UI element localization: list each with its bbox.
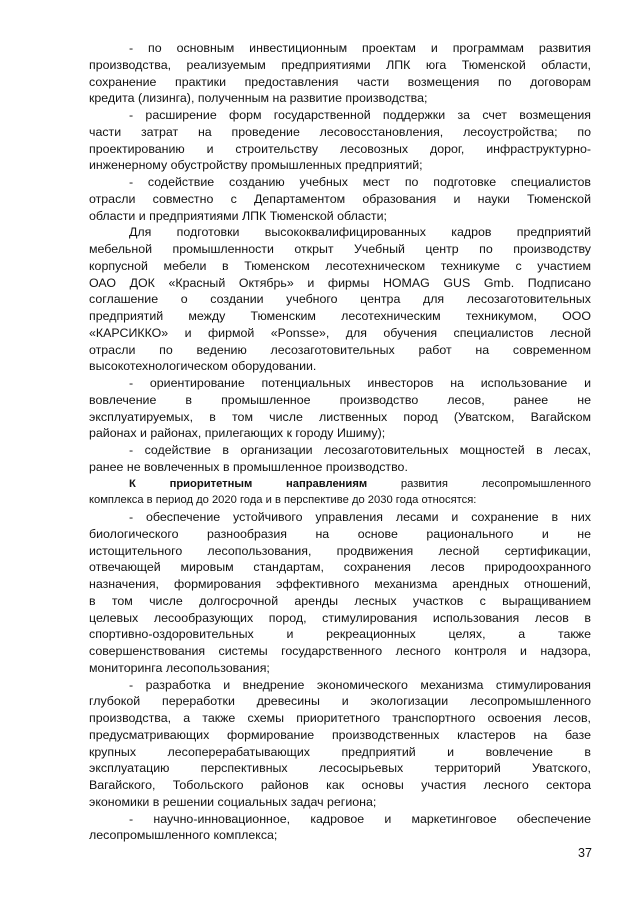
text-line: районах и районах, прилегающих к городу Ишиму); — [89, 426, 386, 441]
text-line: высокотехнологическом оборудовании. — [89, 359, 317, 374]
paragraph-innovation-support — [89, 811, 591, 845]
paragraph-logging-capacity — [89, 442, 591, 476]
text-line: спортивно-оздоровительных и рекреационных целях, а также — [89, 627, 591, 642]
text-line: - по основным инвестиционным проектам и программам развития — [129, 41, 591, 55]
paragraph-investor-orientation — [89, 375, 591, 442]
text-line: - научно-инновационное, кадровое и маркетинговое обеспечение — [129, 811, 591, 826]
text-line: кредита (лизинга), полученным на развитие производства; — [89, 91, 428, 106]
text-line: - ориентирование потенциальных инвесторов на использование и — [129, 376, 591, 390]
text-line: - разработка и внедрение экономического механизма стимулирования — [129, 677, 591, 692]
text-line — [89, 476, 591, 493]
text-line: мебельной промышленности открыт Учебный центр по производству — [89, 242, 591, 256]
text-line: эксплуатацию перспективных лесосырьевых территорий Уватского, — [89, 761, 591, 776]
text-line: назначения, формирования эффективного механизма арендных отношений, — [89, 577, 591, 591]
text-line: эксплуатируемых, в том числе лиственных пород (Уватском, Вагайском — [89, 409, 591, 424]
text-line: предприятий между Тюменским лесотехническим техникумом, ООО — [89, 309, 591, 323]
text-line: сохранение практики предоставления части возмещения по договорам — [89, 74, 591, 89]
document-page — [89, 40, 591, 844]
text-line: мониторинга лесопользования; — [89, 660, 270, 675]
text-line: предусматривающих формирование производственных кластеров на базе — [89, 727, 591, 742]
paragraph-priority-directions — [89, 476, 591, 510]
text-line: отрасли совместно с Департаментом образования и науки Тюменской — [89, 191, 591, 206]
text-line: биологического разнообразия на основе рационального и не — [89, 526, 591, 541]
text-line: истощительного лесопользования, продвижения лесной сертификации, — [89, 543, 591, 558]
page-number: 37 — [578, 846, 592, 860]
text-line: - содействие в организации лесозаготовительных мощностей в лесах, — [129, 443, 591, 457]
text-line: комплекса в период до 2020 года и в перспективе до 2030 года относятся: — [89, 494, 477, 507]
text-line: части затрат на проведение лесовосстановления, лесоустройства; по — [89, 124, 591, 139]
text-line: ОАО ДОК «Красный Октябрь» и фирмы HOMAG GUS Gmb. Подписано — [89, 275, 591, 290]
text-line: - обеспечение устойчивого управления лесами и сохранение в них — [129, 510, 591, 524]
text-line: крупных лесоперерабатывающих предприятий и вовлечение в — [89, 744, 591, 759]
priority-lead-heading: К приоритетным направлениям — [129, 477, 368, 490]
text-line: совершенствования системы государственного лесного контроля и надзора, — [89, 644, 591, 658]
text-line: лесопромышленного комплекса; — [89, 828, 278, 843]
text-line: производства, а также схемы приоритетного транспортного освоения лесов, — [89, 711, 591, 725]
text-line: корпусной мебели в Тюменском лесотехническом техникуме с участием — [89, 258, 591, 273]
text-line: - содействие созданию учебных мест по подготовке специалистов — [129, 175, 591, 189]
text-line: инженерному обустройству промышленных предприятий; — [89, 158, 423, 173]
text-line: вовлечение в промышленное производство лесов, ранее не — [89, 392, 591, 407]
paragraph-sustainable-management — [89, 509, 591, 677]
text-line: отвечающей мировым стандартам, сохранения лесов природоохранного — [89, 560, 591, 575]
text-line: - расширение форм государственной поддержки за счет возмещения — [129, 108, 591, 122]
text-fragment: развития лесопромышленного — [400, 477, 592, 490]
text-line: ранее не вовлеченных в промышленное производство. — [89, 459, 408, 474]
text-line: в том числе долгосрочной аренды лесных участков с выращиванием — [89, 593, 591, 608]
text-line: области и предприятиями ЛПК Тюменской области; — [89, 208, 387, 223]
text-line: «КАРСИККО» и фирмой «Ponsse», для обучения специалистов лесной — [89, 325, 591, 340]
paragraph-training-center — [89, 224, 591, 375]
paragraph-state-support — [89, 107, 591, 174]
text-line: Для подготовки высококвалифицированных кадров предприятий — [129, 225, 591, 240]
text-line: целевых лесообразующих пород, стимулирования использования лесов в — [89, 610, 591, 625]
text-line: Вагайского, Тобольского районов как основы участия лесного сектора — [89, 778, 591, 792]
paragraph-investment-projects — [89, 40, 591, 107]
text-line: производства, реализуемым предприятиями ЛПК юга Тюменской области, — [89, 57, 591, 72]
text-line: экономики в решении социальных задач региона; — [89, 794, 377, 809]
text-line: соглашение о создании учебного центра для лесозаготовительных — [89, 292, 591, 307]
text-line: проектированию и строительству лесовозных дорог, инфраструктурно- — [89, 141, 591, 156]
text-line: глубокой переработки древесины и экологизации лесопромышленного — [89, 694, 591, 709]
paragraph-economic-mechanism — [89, 677, 591, 811]
paragraph-training-places — [89, 174, 591, 224]
text-line: отрасли по ведению лесозаготовительных работ на современном — [89, 342, 591, 357]
